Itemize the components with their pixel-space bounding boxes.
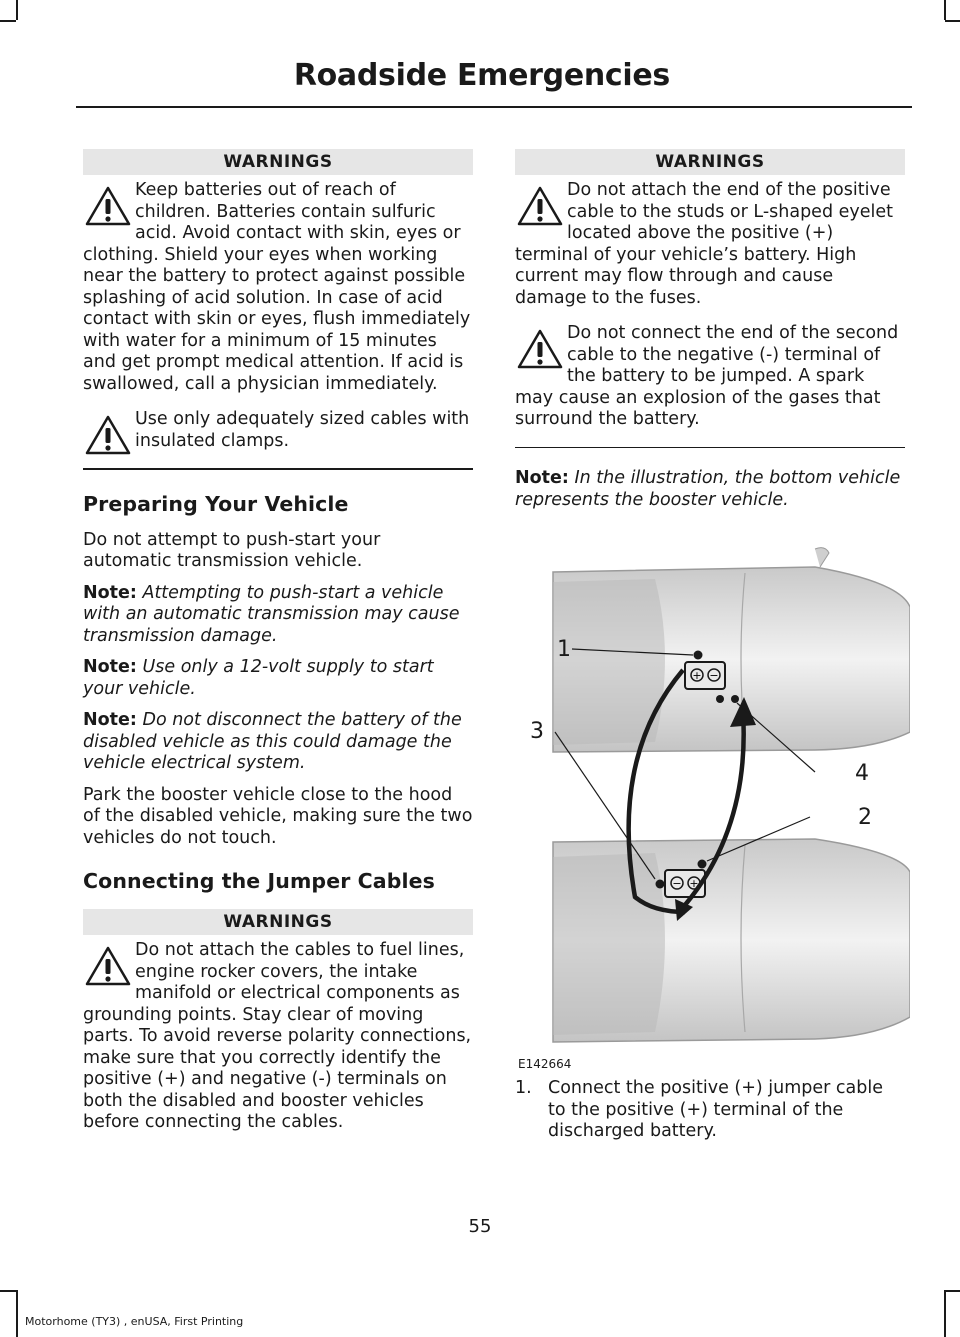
crop-mark [16, 0, 18, 20]
callout-1: 1 [557, 637, 571, 662]
step-text: Connect the positive (+) jumper cable to the positive (+) terminal of the discharged battery. [548, 1078, 884, 1141]
warning-item [83, 180, 473, 395]
jump-start-illustration [515, 527, 910, 1072]
step-number: 1. [515, 1078, 532, 1098]
note-text: Use only a 12-volt supply to start your vehicle. [83, 657, 434, 699]
disabled-vehicle [553, 548, 910, 752]
battery-icon [685, 662, 725, 689]
terminal-dot [698, 860, 707, 869]
crop-mark [0, 1290, 16, 1292]
note-label: Note: [83, 582, 137, 603]
warning-text: Keep batteries out of reach of children. Batteries contain sulfuric acid. Avoid contact with skin, eyes or clothing. Shield your eyes when working near the battery to protect against possible splashing of acid solution. In case of acid contact with skin or eyes, flush immediately with water for a minimum of 15 minutes and get prompt medical attention. If acid is swallowed, call a physician immediately. [83, 180, 471, 394]
svg-text:+: + [692, 669, 702, 682]
note [515, 468, 905, 511]
illustration-svg [515, 527, 910, 1072]
note-text: Attempting to push-start a vehicle with an automatic transmission may cause transmission damage. [83, 582, 460, 646]
terminal-dot [694, 651, 703, 660]
crop-mark [16, 1290, 18, 1337]
warning-triangle-icon [515, 325, 565, 377]
crop-mark [944, 0, 946, 20]
page-title: Roadside Emergencies [293, 58, 670, 93]
figure-code: E142664 [518, 1057, 572, 1071]
warnings-heading: WARNINGS [83, 909, 473, 935]
crop-mark [945, 20, 960, 22]
warning-text: Do not attach the end of the positive cable to the studs or L-shaped eyelet located above the positive (+) terminal of your vehicle’s battery. High current may flow through and cause damage to the fuses. [515, 180, 893, 308]
note-text: In the illustration, the bottom vehicle represents the booster vehicle. [515, 468, 901, 510]
warnings-rule [515, 447, 905, 449]
paragraph: Do not attempt to push-start your automatic transmission vehicle. [83, 529, 381, 571]
warning-text: Do not connect the end of the second cable to the negative (-) terminal of the battery to be jumped. A spark may cause an explosion of the gases that surround the battery. [515, 323, 899, 429]
crop-mark [945, 1290, 960, 1292]
step-item [515, 1078, 905, 1143]
terminal-dot [716, 695, 724, 703]
warning-item [83, 940, 473, 1134]
publication-info: Motorhome (TY3) , enUSA, First Printing [25, 1315, 244, 1328]
section-heading: Connecting the Jumper Cables [83, 869, 435, 893]
warnings-heading: WARNINGS [515, 149, 905, 175]
callout-4: 4 [855, 761, 869, 786]
warning-triangle-icon [83, 182, 133, 234]
warning-triangle-icon [83, 942, 133, 994]
terminal-dot [656, 880, 665, 889]
note-label: Note: [515, 468, 569, 488]
svg-text:+: + [689, 877, 699, 890]
right-column [515, 149, 905, 1143]
warning-triangle-icon [515, 182, 565, 234]
svg-text:−: − [672, 877, 682, 890]
crop-mark [944, 1290, 946, 1337]
note-label: Note: [83, 710, 137, 730]
warnings-heading: WARNINGS [83, 149, 473, 175]
warning-item [83, 409, 473, 452]
note [83, 583, 473, 648]
warning-text: Use only adequately sized cables with insulated clamps. [135, 409, 470, 451]
note [83, 657, 473, 700]
section-heading: Preparing Your Vehicle [83, 491, 349, 516]
crop-mark [0, 20, 16, 22]
callout-2: 2 [858, 805, 872, 830]
terminal-dot [731, 695, 739, 703]
note-label: Note: [83, 657, 137, 677]
note-text: Do not disconnect the battery of the disabled vehicle as this could damage the vehicle electrical system. [83, 710, 462, 773]
paragraph: Park the booster vehicle close to the hood of the disabled vehicle, making sure the two vehicles do not touch. [83, 784, 473, 848]
warnings-rule [83, 468, 473, 470]
left-column [83, 149, 473, 1134]
page-number: 55 [468, 1216, 492, 1237]
svg-text:−: − [709, 669, 719, 682]
warning-item [515, 180, 905, 309]
note [83, 710, 473, 775]
warning-item [515, 323, 905, 431]
header-rule [76, 106, 912, 108]
callout-3: 3 [530, 719, 544, 744]
booster-vehicle [553, 839, 910, 1042]
warning-triangle-icon [83, 411, 133, 463]
warning-text: Do not attach the cables to fuel lines, engine rocker covers, the intake manifold or electrical components as grounding points. Stay clear of moving parts. To avoid reverse polarity connections, make sure that you correctly identify the positive (+) and negative (-) terminals on both the disabled and booster vehicles before connecting the cables. [83, 940, 472, 1132]
